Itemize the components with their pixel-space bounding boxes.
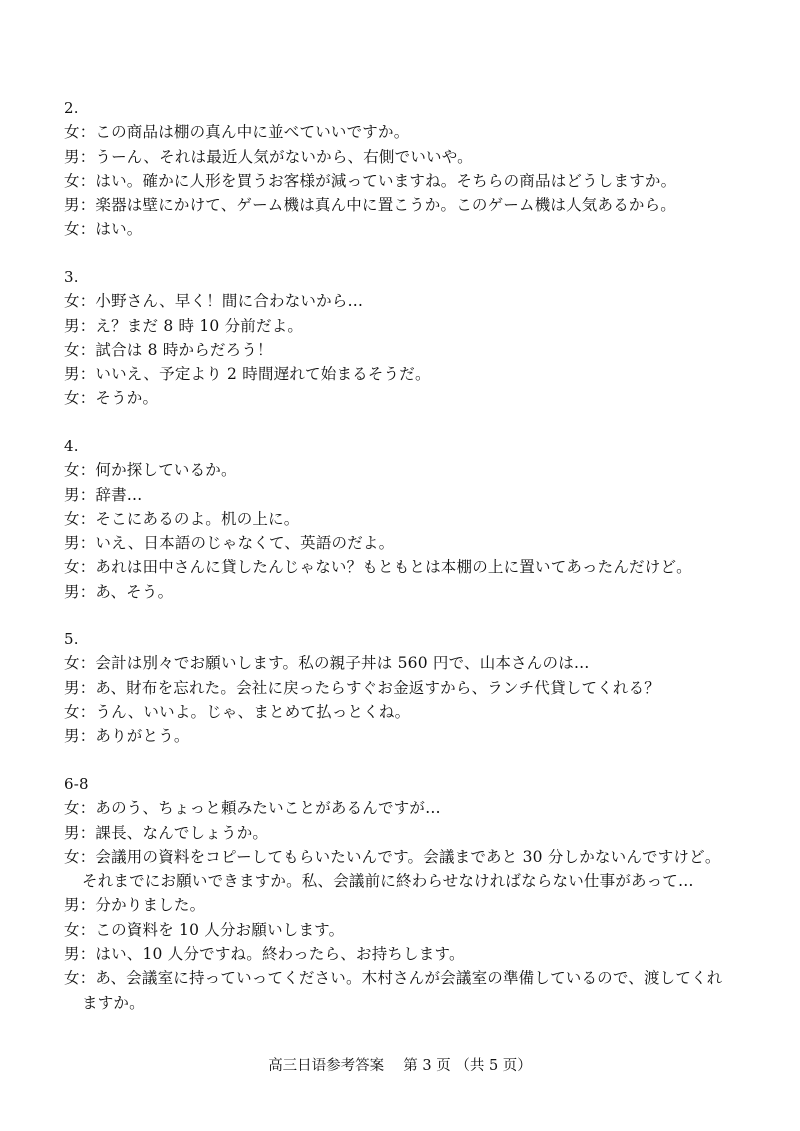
dialogue-line: 男：課長、なんでしょうか。 — [64, 823, 269, 842]
dialogue-section-3 — [64, 265, 764, 411]
dialogue-line: 女：この資料を 10 人分お願いします。 — [64, 920, 345, 939]
dialogue-line: 男：え？まだ 8 時 10 分前だよ。 — [64, 316, 304, 335]
dialogue-line: 男：あ、そう。 — [64, 582, 174, 601]
dialogue-line: 男：いいえ、予定より 2 時間遅れて始まるそうだ。 — [64, 365, 431, 384]
dialogue-line: 女：小野さん、早く！間に合わないから… — [64, 292, 364, 311]
dialogue-line-continued: それまでにお願いできますか。私、会議前に終わらせなければならない仕事があって… — [82, 872, 694, 891]
dialogue-line: 男：分かりました。 — [64, 896, 206, 915]
page-footer: 高三日语参考答案 第 3 页 （共 5 页） — [268, 1058, 532, 1074]
dialogue-line: 女：そうか。 — [64, 389, 159, 408]
dialogue-line: 男：あ、財布を忘れた。会社に戻ったらすぐお金返すから、ランチ代貸してくれる？ — [64, 678, 660, 697]
dialogue-line: 女：はい。 — [64, 220, 143, 239]
dialogue-line-continued: ますか。 — [82, 993, 145, 1012]
dialogue-line: 男：いえ、日本語のじゃなくて、英語のだよ。 — [64, 534, 395, 553]
section-number: 4. — [64, 437, 79, 455]
dialogue-line: 女：はい。確かに人形を買うお客様が減っていますね。そちらの商品はどうしますか。 — [64, 171, 677, 190]
dialogue-section-4 — [64, 434, 764, 604]
dialogue-line: 女：会議用の資料をコピーしてもらいたいんです。会議まであと 30 分しかないんですけど。 — [64, 847, 721, 866]
dialogue-line: 女：試合は 8 時からだろう！ — [64, 340, 273, 359]
dialogue-section-5 — [64, 627, 764, 748]
section-number: 3. — [64, 268, 79, 286]
section-number: 2. — [64, 99, 79, 117]
dialogue-line: 女：何か探しているか。 — [64, 461, 237, 480]
dialogue-section-2 — [64, 96, 764, 242]
dialogue-line: 女：この商品は棚の真ん中に並べていいですか。 — [64, 123, 410, 142]
dialogue-line: 女：そこにあるのよ。机の上に。 — [64, 509, 300, 528]
dialogue-line: 男：ありがとう。 — [64, 727, 190, 746]
dialogue-line: 女：あれは田中さんに貸したんじゃない？もともとは本棚の上に置いてあったんだけど。 — [64, 558, 692, 577]
section-number: 5. — [64, 630, 79, 648]
dialogue-line: 女：会計は別々でお願いします。私の親子丼は 560 円で、山本さんのは… — [64, 654, 590, 673]
dialogue-line: 女：あ、会議室に持っていってください。木村さんが会議室の準備しているので、渡してくれ — [64, 969, 723, 988]
section-number: 6-8 — [64, 775, 89, 793]
dialogue-line: 男：辞書… — [64, 485, 143, 504]
dialogue-line: 女：あのう、ちょっと頼みたいことがあるんですが… — [64, 799, 441, 818]
dialogue-line: 男：はい、10 人分ですね。終わったら、お持ちします。 — [64, 945, 465, 964]
dialogue-section-6-8 — [64, 772, 764, 1015]
dialogue-line: 男：うーん、それは最近人気がないから、右側でいいや。 — [64, 147, 473, 166]
dialogue-line: 男：楽器は壁にかけて、ゲーム機は真ん中に置こうか。このゲーム機は人気あるから。 — [64, 196, 676, 215]
dialogue-line: 女：うん、いいよ。じゃ、まとめて払っとくね。 — [64, 702, 411, 721]
